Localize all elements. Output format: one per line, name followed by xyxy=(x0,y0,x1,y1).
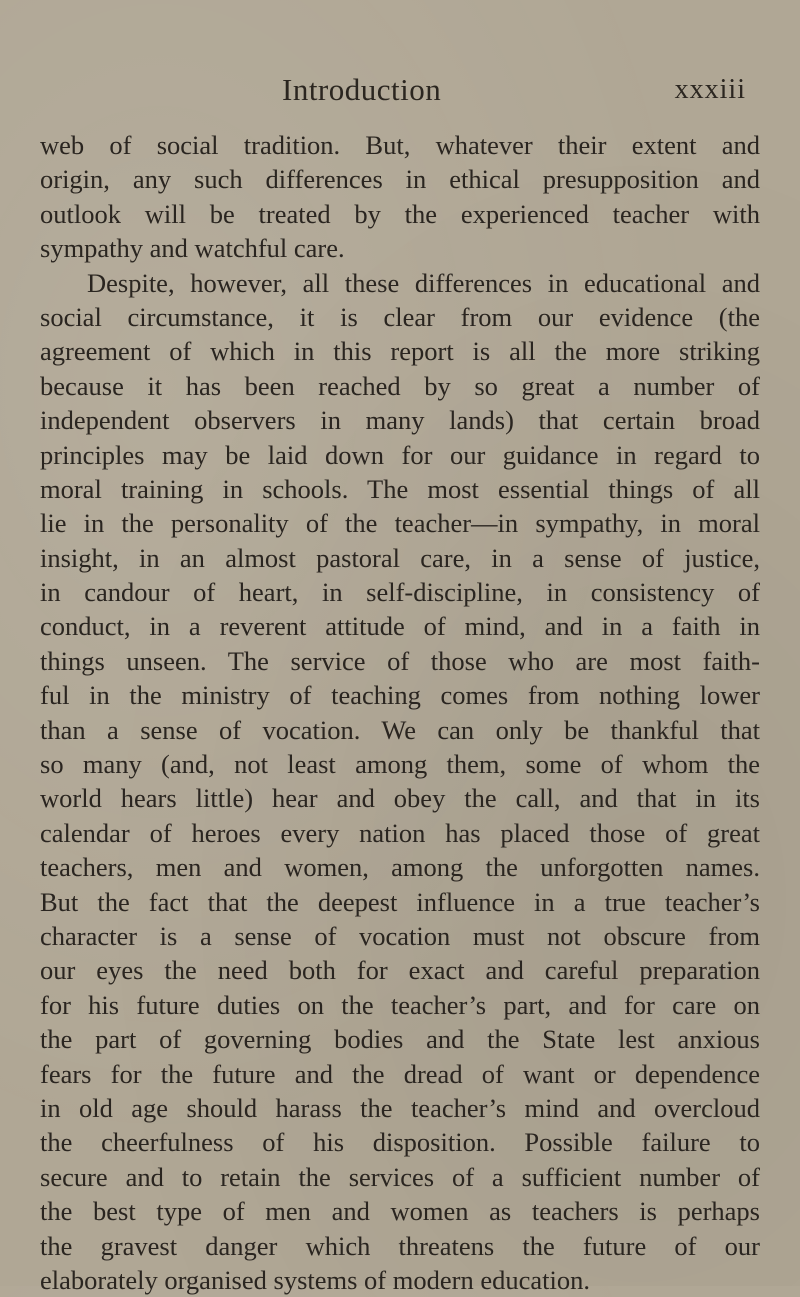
text-line: character is a sense of vocation must not obscure from xyxy=(40,920,760,951)
running-title: Introduction xyxy=(282,72,442,107)
text-line: ful in the ministry of teaching comes from nothing lower xyxy=(40,680,760,711)
text-line: conduct, in a reverent attitude of mind, and in a faith in xyxy=(40,611,760,642)
text-line: sympathy and watchful care. xyxy=(40,233,345,264)
text-line: agreement of which in this report is all the more striking xyxy=(40,336,760,367)
text-line: things unseen. The service of those who are most faith- xyxy=(40,645,760,676)
text-line: for his future duties on the teacher’s part, and for care on xyxy=(40,989,760,1020)
running-head xyxy=(0,72,800,112)
paragraph-1 xyxy=(40,128,760,266)
text-line: principles may be laid down for our guidance in regard to xyxy=(40,439,760,470)
text-line: origin, any such differences in ethical presupposition and xyxy=(40,164,760,195)
text-line: in candour of heart, in self-discipline, in consistency of xyxy=(40,577,760,608)
text-line: But the fact that the deepest influence in a true teacher’s xyxy=(40,886,760,917)
text-line: social circumstance, it is clear from our evidence (the xyxy=(40,301,760,332)
text-line: secure and to retain the services of a sufficient number of xyxy=(40,1161,760,1192)
text-line: Despite, however, all these differences in educational and xyxy=(87,267,760,298)
text-line: teachers, men and women, among the unforgotten names. xyxy=(40,852,760,883)
text-line: in old age should harass the teacher’s mind and overcloud xyxy=(40,1092,760,1123)
text-line: than a sense of vocation. We can only be thankful that xyxy=(40,714,760,745)
text-line: the cheerfulness of his disposition. Possible failure to xyxy=(40,1127,760,1158)
text-line: lie in the personality of the teacher—in sympathy, in moral xyxy=(40,508,760,539)
text-line: insight, in an almost pastoral care, in a sense of justice, xyxy=(40,542,760,573)
text-line: because it has been reached by so great a number of xyxy=(40,370,760,401)
body-text xyxy=(40,128,760,1297)
text-line: the best type of men and women as teachers is perhaps xyxy=(40,1196,760,1227)
text-line: world hears little) hear and obey the call, and that in its xyxy=(40,783,760,814)
text-line: calendar of heroes every nation has placed those of great xyxy=(40,817,760,848)
text-line: moral training in schools. The most essential things of all xyxy=(40,473,760,504)
text-line: so many (and, not least among them, some of whom the xyxy=(40,749,760,780)
text-line: the part of governing bodies and the State lest anxious xyxy=(40,1024,760,1055)
text-line: independent observers in many lands) that certain broad xyxy=(40,405,760,436)
text-line: outlook will be treated by the experienced teacher with xyxy=(40,198,760,229)
text-line: fears for the future and the dread of want or dependence xyxy=(40,1058,760,1089)
page-number: xxxiii xyxy=(674,74,746,105)
text-line: elaborately organised systems of modern education. xyxy=(40,1264,590,1295)
paragraph-2 xyxy=(40,266,760,1297)
text-line: the gravest danger which threatens the future of our xyxy=(40,1230,760,1261)
text-line: web of social tradition. But, whatever their extent and xyxy=(40,130,760,160)
text-line: our eyes the need both for exact and careful preparation xyxy=(40,955,760,986)
